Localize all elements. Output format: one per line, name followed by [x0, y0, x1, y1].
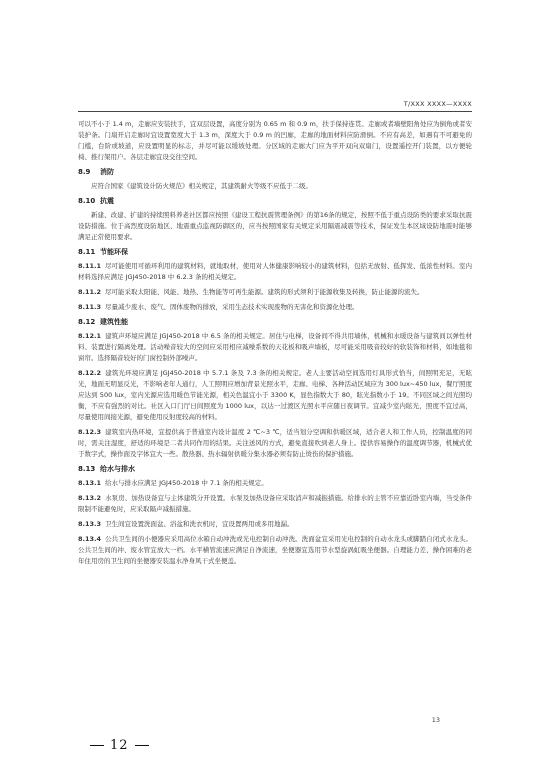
paragraph	[78, 519, 472, 530]
clause-number: 8.13.3	[78, 520, 102, 528]
paragraph	[78, 287, 472, 298]
paragraph	[78, 427, 472, 460]
clause-text: 尽可能采取太阳能、风能、地热、生物能等可再生能源。建筑的形式须利于能源收集及转换，防止能源的流失。	[105, 288, 424, 296]
paragraph	[78, 478, 472, 489]
clause-number: 8.13.2	[78, 494, 102, 502]
paragraph	[78, 261, 472, 283]
clause-text: 公共卫生间的小便器应采用高位水箱自动冲洗或光电控制自动冲洗。洗面盆宜采用光电控制的自动水龙头或脚踏自闭式水龙头。公共卫生间的冲、废水管宜放大一档。水平横管流速应满足自净流速，坐便器宜选用节水型旋涡虹吸坐便器。自理能力差、操作困难的老年住用房的卫生间的坐便器安装温水净身风干式坐便盖。	[78, 535, 472, 565]
section-heading	[78, 464, 472, 475]
section-title: 消防	[100, 168, 114, 176]
section-heading	[78, 317, 472, 328]
footer-page-number	[84, 738, 155, 753]
clause-number: 8.13.4	[78, 535, 102, 543]
clause-text: 建筑声环境应满足 JGJ450-2018 中 6.5 条的相关规定。居住与电梯，设备间不得共用墙体，机械和水暖设备与建筑间以弹性材料、装置进行隔离处理。活动噪音较大的空间应采用相应减噪系数的天花板和吸声墙板，尽可能采用吸音较好的软装饰和材料，如地毯和窗帘。选择隔音较好的门窗控制外部噪声。	[78, 332, 472, 362]
section-title: 建筑性能	[100, 318, 128, 326]
inner-page-number: 13	[431, 716, 440, 724]
section-heading	[78, 247, 472, 258]
paragraph	[78, 302, 472, 313]
clause-number: 8.12.3	[78, 428, 102, 436]
paragraph: 新建、改建、扩建的持续照料养老社区都应按照《建设工程抗震管理条例》的第16条的规定，按照不低于重点设防类的要求采取抗震设防措施。位于高烈度设防地区、地震重点监视防御区的，应当按照国家有关规定采用隔震减震等技术，保证发生本区域设防地震时能够满足正常使用要求。	[78, 211, 472, 241]
section-number: 8.11	[78, 248, 96, 256]
clause-text: 给水与排水应满足 JGJ450-2018 中 7.1 条的相关规定。	[105, 479, 268, 487]
paragraph	[78, 331, 472, 364]
section-number: 8.10	[78, 197, 96, 205]
clause-number: 8.11.1	[78, 262, 102, 270]
clause-text: 建筑室内热环境，宜提供高于普通室内设计温度 2 ℃~3 ℃，适当划分空调和供暖区域，适合老人和工作人员，控制温度的同时，需关注湿度，舒适的环境是二者共同作用的结果。关注送风的方式，避免直接吹到老人身上。提供容易操作的温度调节器，机械式优于数字式，操作面及字体宜大一些。散热器、热水辐射供暖分集水器必须有防止烫伤的保护措施。	[78, 428, 472, 458]
footer-dash	[135, 745, 149, 746]
section-heading	[78, 167, 472, 178]
section-heading	[78, 196, 472, 207]
clause-text: 尽量减少废水、废气、固体废物的排放，采用生态技术实现废物的无害化和资源化处理。	[105, 303, 359, 311]
clause-text: 卫生间宜设置洗面盆、浴盆和洗衣机时，宜设置两用或多用地漏。	[105, 520, 294, 528]
section-number: 8.12	[78, 318, 96, 326]
section-title: 节能环保	[100, 248, 128, 256]
document-number: T/XXX XXXX—XXXX	[403, 100, 472, 108]
clause-number: 8.13.1	[78, 479, 102, 487]
clause-number: 8.12.2	[78, 369, 102, 377]
paragraph: 可以不小于 1.4 m，走廊应安装扶手，宜双层设置，高度分别为 0.65 m 和 0.9 m，扶手保持连贯。走廊或者墙壁阳角处应为倒角或者安装护条。门扇开启走廊时宜设置宽度大于 1.3 m，深度大于 0.9 m 的凹廊，走廊的地面材料应防滑倒。不应有高差，如遇有不可避免的门槛，台阶或坡道，应设置明显的标志，并尽可能以缓坡处理。分区域的走廊大门应为平开双向双扇门，设置遥控开门装置，以方便轮椅、推行架用户。各层走廊宜设交往空间。	[78, 120, 472, 161]
paragraph: 应符合国家《建筑设计防火规范》相关规定，其建筑耐火等级不应低于二级。	[91, 182, 312, 190]
clause-text: 水泵房、加热设备宜与主体建筑分开设置。水泵及加热设备应采取消声和减振措施。给排水的主管不应靠近卧室内墙，当受条件限制不能避免时，应采取隔声减振措施。	[78, 494, 472, 513]
clause-number: 8.11.2	[78, 288, 102, 296]
section-number: 8.13	[78, 465, 96, 473]
clause-number: 8.11.3	[78, 303, 102, 311]
clause-text: 尽可能使用可循环利用的建筑材料，就地取材，使用对人体健康影响较小的建筑材料，包括无放射、低挥发、低浓性材料。室内材料选择应满足 JGJ450-2018 中 6.2.3 条的相关规定。	[78, 262, 472, 281]
clause-text: 建筑光环境应满足 JGJ450-2018 中 5.7.1 条及 7.3 条的相关规定。老人主要活动空间选用灯具形式恰当，间照明充足，无眩光，地面无明显反光，不影响老年人通行，人工照明应增加背景光照水平，走廊、电梯、各种活动区域应为 300 lux~450 lux，餐厅照度应达到 500 lux，室内光源应选用暖色节能光源，相关色温宜小于 3300 K，显色指数大于 80，眩光指数小于 19。不同区域之间光照均衡，不应有强烈的对比。社区入口门厅日间照度为 1000 lux，以达一过渡区光照水平应随日夜调节。宜减少室内眩光，照度不宜过高，尽量使用间接光源，避免使用反射度较高的材料。	[78, 369, 473, 421]
footer-dash	[90, 745, 104, 746]
footer-page-number-text: 12	[110, 738, 129, 753]
section-title: 给水与排水	[100, 465, 135, 473]
clause-number: 8.12.1	[78, 332, 102, 340]
document-body	[78, 119, 472, 571]
section-title: 抗震	[100, 197, 114, 205]
paragraph	[78, 368, 472, 423]
header-rule	[78, 111, 472, 112]
section-number: 8.9	[78, 168, 91, 176]
paragraph	[78, 493, 472, 515]
paragraph	[78, 534, 472, 567]
